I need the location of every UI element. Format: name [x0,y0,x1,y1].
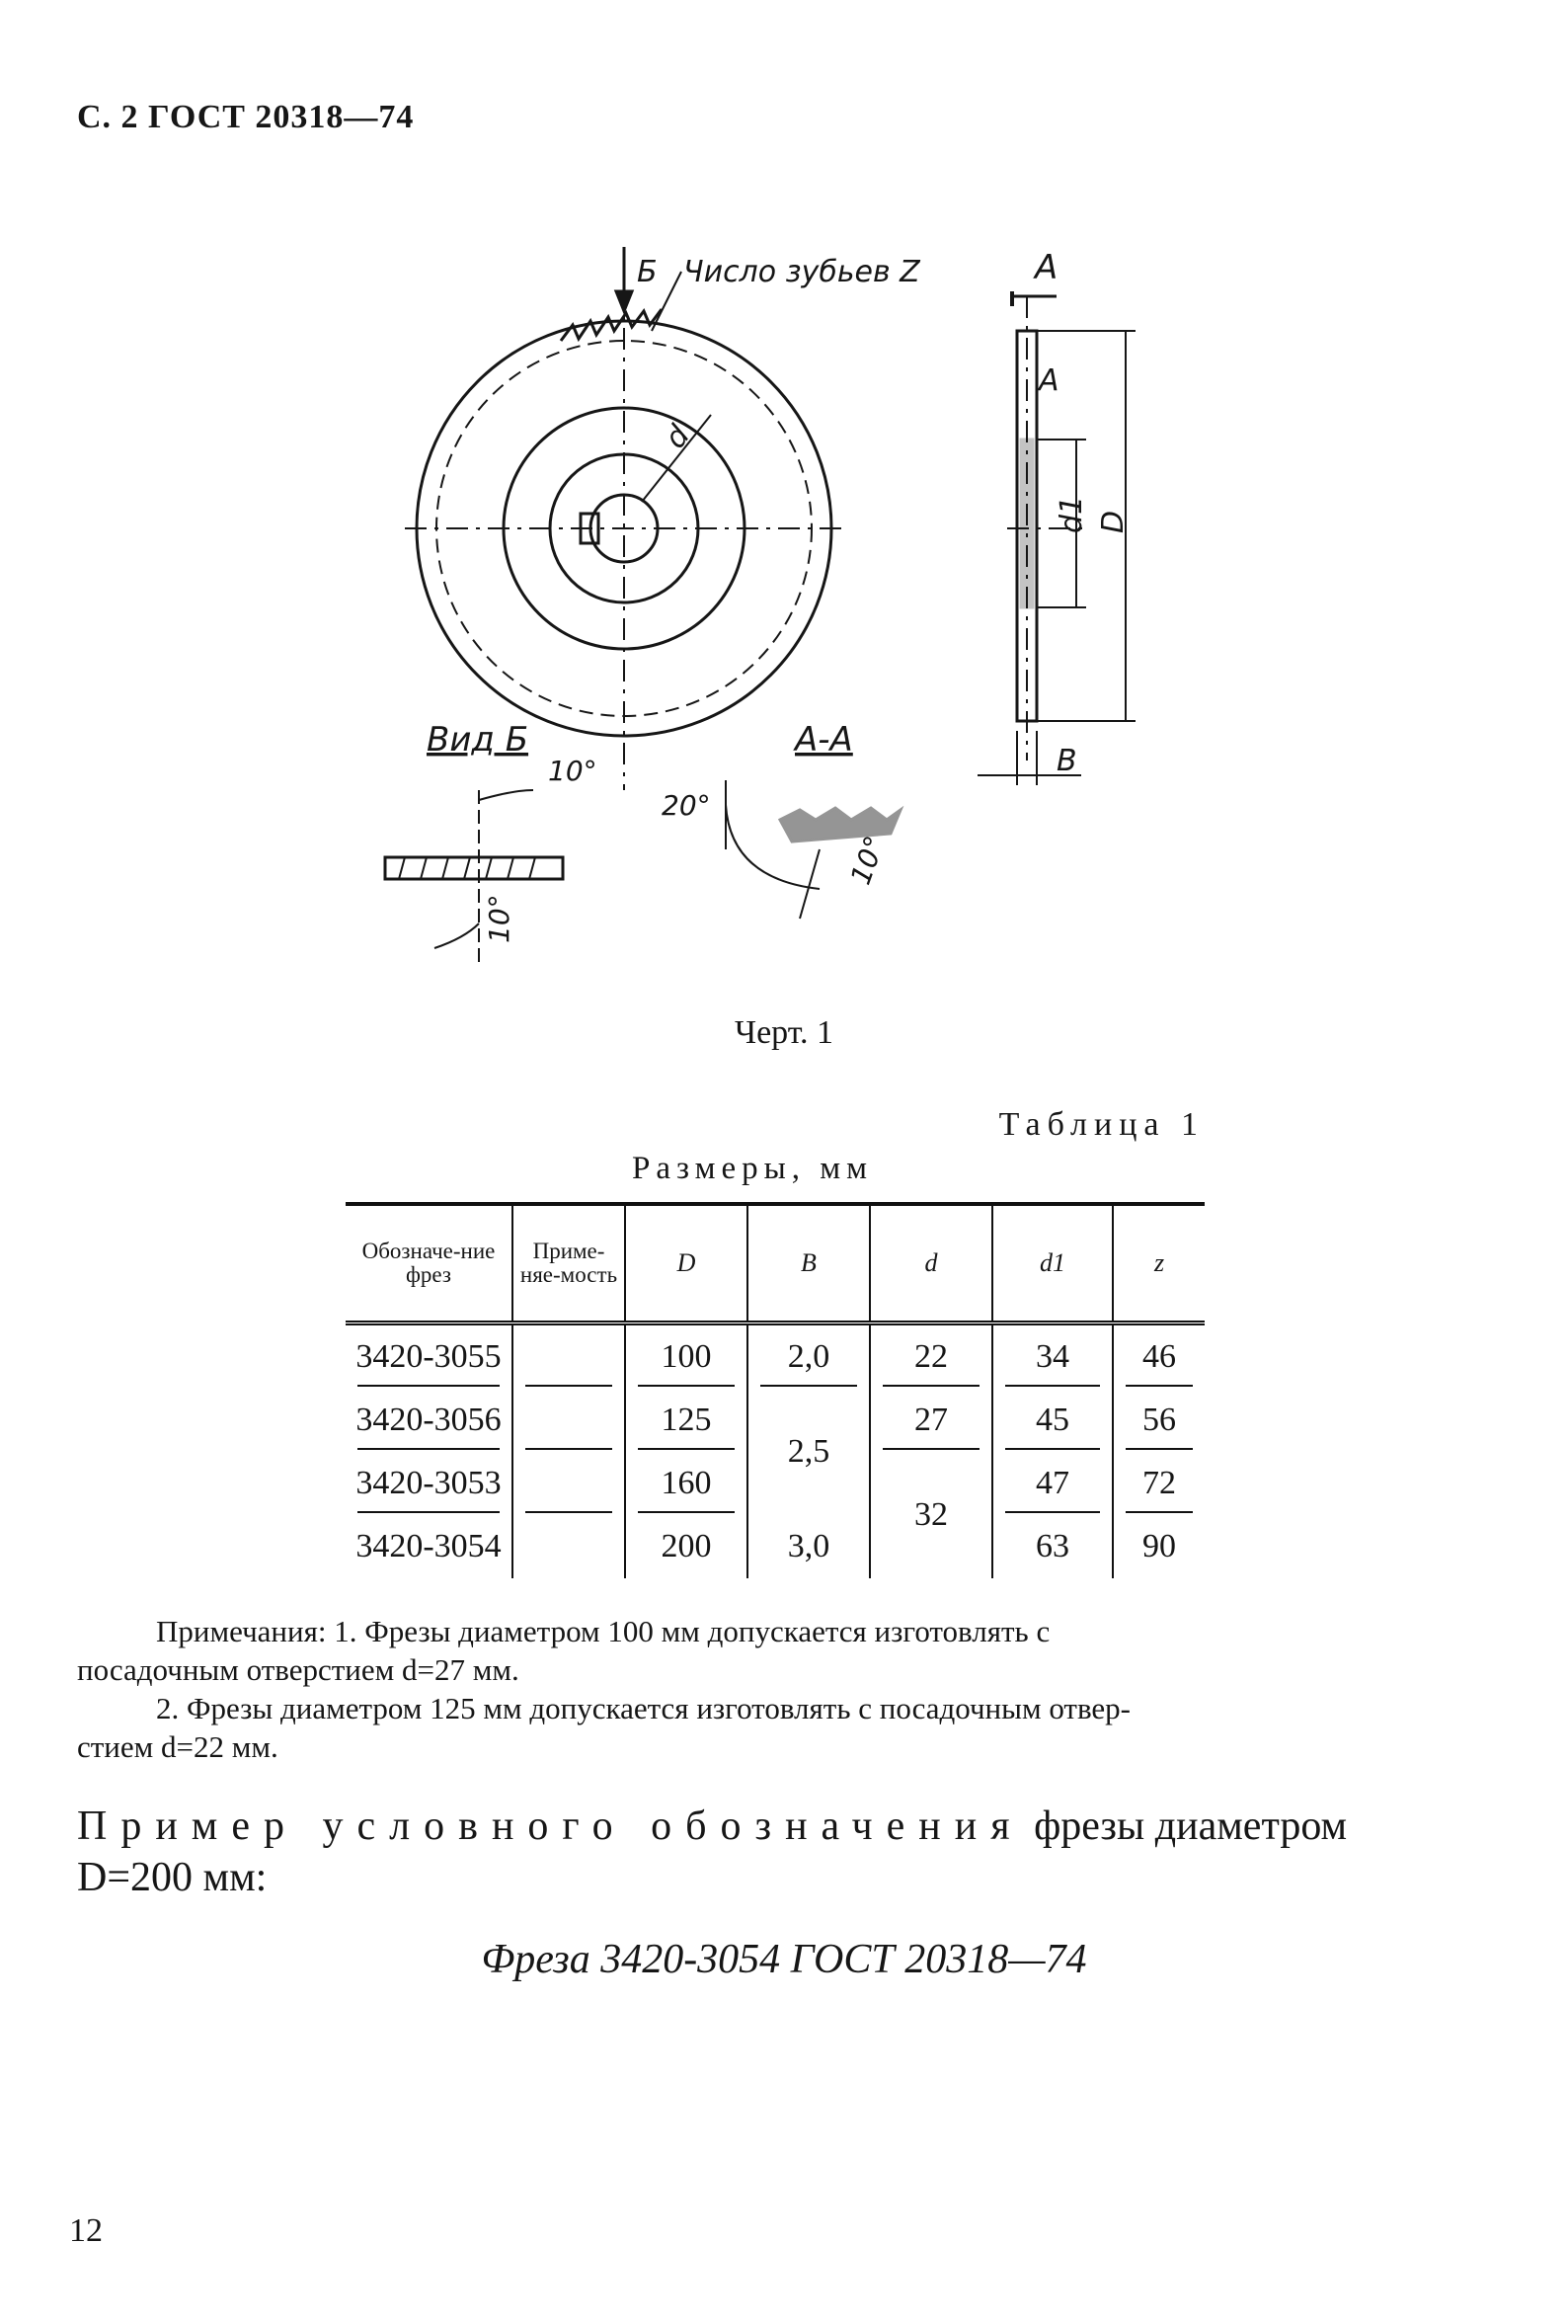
angle-10-bottom: 10° [483,894,515,943]
cell-designation: 3420-3056 [346,1389,512,1452]
cell-B: 3,0 [747,1515,870,1578]
cell-applicability [512,1389,625,1452]
cell-B-merged: 2,5 [747,1389,870,1515]
cell-D: 125 [625,1389,747,1452]
header-d1 [992,1204,1113,1323]
header-B-text: B [801,1248,817,1278]
table-title: Таблица 1 [998,1106,1205,1143]
figure-caption: Черт. 1 [734,1014,834,1051]
example-heading [77,1801,1459,1903]
teeth [561,309,662,341]
note-1-line-1: Примечания: 1. Фрезы диаметром 100 мм допускается изготовлять с [156,1614,1051,1648]
cell-z: 56 [1113,1389,1205,1452]
cell-d1: 63 [992,1515,1113,1578]
cell-d1: 34 [992,1323,1113,1390]
header-z-text: z [1153,1248,1165,1278]
table-row [346,1515,1205,1578]
view-b-label: Вид Б [427,720,529,760]
cell-d: 27 [870,1389,992,1452]
page-header: С. 2 ГОСТ 20318—74 [77,99,415,135]
cell-z: 90 [1113,1515,1205,1578]
cell-designation: 3420-3054 [355,1528,502,1564]
label-b: Б [637,255,658,289]
cell-B: 2,0 [747,1323,870,1390]
cell-d1: 47 [992,1452,1113,1515]
header-applicability: Приме-няе-мость [512,1204,625,1323]
teeth-label: Число зубьев Z [683,255,920,289]
page-number: 12 [69,2212,103,2249]
angle-10-top: 10° [548,755,597,787]
header-designation: Обозначе-ние фрез [346,1204,512,1323]
section-aa-label: А-А [795,720,853,760]
header-D [625,1204,747,1323]
header-d-text: d [924,1248,938,1278]
header-d1-text: d1 [1040,1248,1065,1278]
example-line-2: D=200 мм: [77,1855,268,1900]
cell-d: 22 [870,1323,992,1390]
example-rest-text: фрезы диаметром [1034,1803,1348,1849]
header-z [1113,1204,1205,1323]
label-a-top: А [1035,248,1058,287]
header-D-text: D [676,1248,696,1278]
cell-d-merged: 32 [870,1452,992,1578]
dimensions-table [346,1202,1205,1578]
label-a-side: А [1039,363,1059,398]
technical-drawing [0,0,1568,988]
label-d: d [658,419,697,455]
label-B: B [1057,744,1077,778]
note-2-line-1: 2. Фрезы диаметром 125 мм допускается изготовлять с посадочным отвер- [156,1691,1132,1725]
example-line-1 [77,1801,1459,1852]
cell-z: 72 [1113,1452,1205,1515]
cell-applicability [512,1452,625,1515]
example-spaced-text: Пример условного обозначения [77,1803,1024,1849]
cell-d1: 45 [992,1389,1113,1452]
header-d [870,1204,992,1323]
cell-D: 160 [625,1452,747,1515]
cell-applicability [512,1515,625,1578]
cell-applicability [512,1323,625,1390]
designation-example: Фреза 3420-3054 ГОСТ 20318—74 [481,1937,1087,1982]
notes [77,1612,1464,1766]
cell-D: 200 [625,1515,747,1578]
table-row [346,1389,1205,1452]
cell-D: 100 [625,1323,747,1390]
cell-designation: 3420-3055 [346,1323,512,1390]
table-row [346,1323,1205,1390]
note-1-line-2: посадочным отверстием d=27 мм. [77,1652,519,1687]
header-B [747,1204,870,1323]
angle-10-section: 10° [843,831,892,889]
table-header-row [346,1204,1205,1323]
label-D: D [1096,510,1131,533]
label-d1: d1 [1055,495,1089,533]
cell-z: 46 [1113,1323,1205,1390]
angle-20: 20° [662,789,711,822]
section-aa-teeth [780,808,901,841]
table-units: Размеры, мм [632,1151,874,1186]
view-b-strip [385,857,563,879]
cell-designation: 3420-3053 [346,1452,512,1515]
note-2-line-2: стием d=22 мм. [77,1729,278,1764]
